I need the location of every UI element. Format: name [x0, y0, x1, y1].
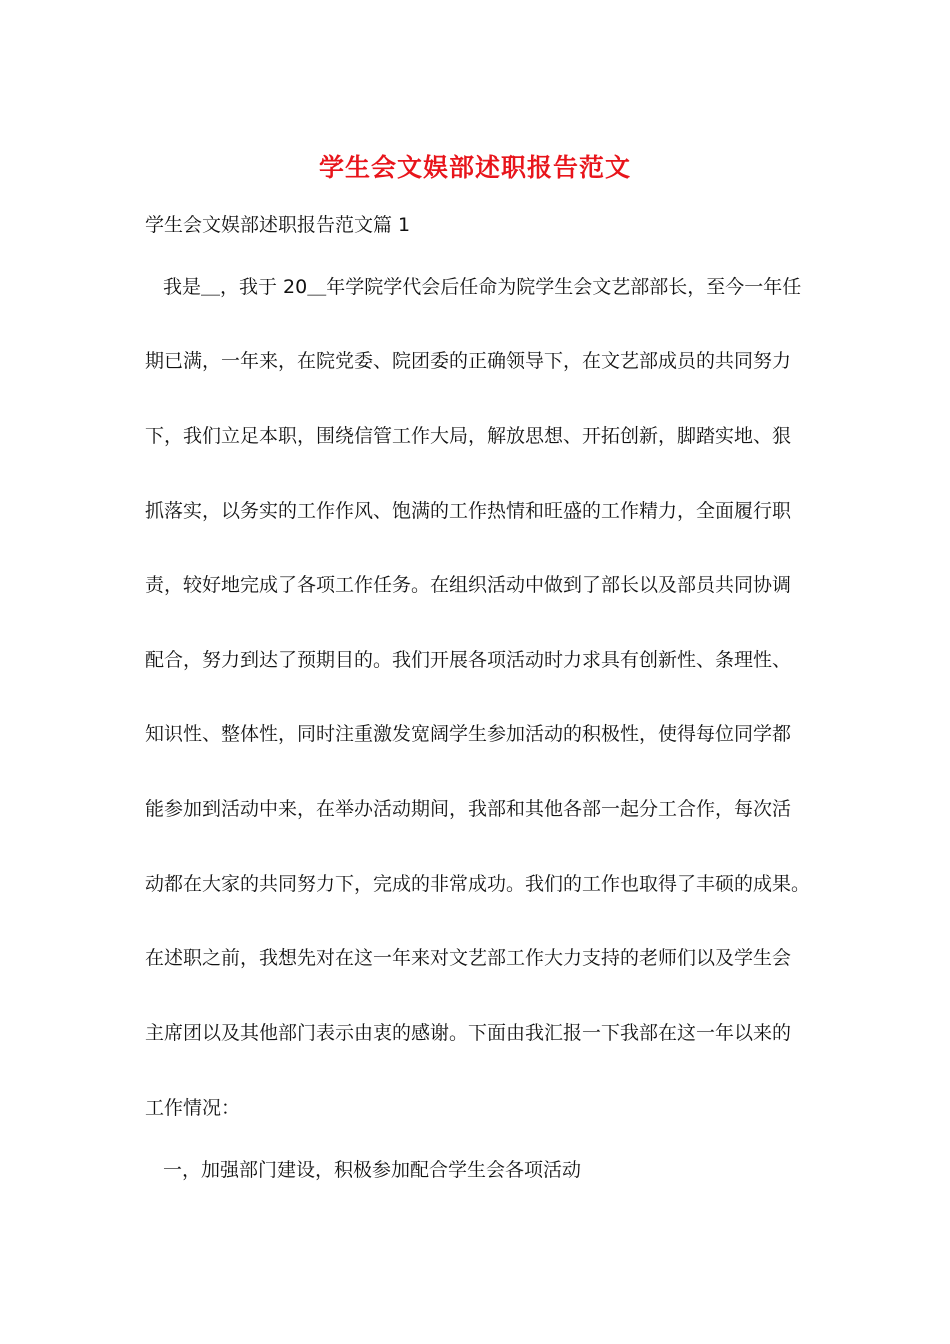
document-title: 学生会文娱部述职报告范文	[318, 153, 631, 182]
paragraph-line-3: 下，我们立足本职，围绕信管工作大局，解放思想、开拓创新，脚踏实地、狠	[145, 425, 792, 447]
paragraph-line-11: 主席团以及其他部门表示由衷的感谢。下面由我汇报一下我部在这一年以来的	[145, 1022, 792, 1044]
paragraph-line-1: 我是＿，我于 20＿年学院学代会后任命为院学生会文艺部部长，至今一年任	[163, 276, 802, 298]
paragraph-line-7: 知识性、整体性，同时注重激发宽阔学生参加活动的积极性，使得每位同学都	[145, 723, 792, 745]
paragraph-line-6: 配合，努力到达了预期目的。我们开展各项活动时力求具有创新性、条理性、	[145, 649, 792, 671]
paragraph-line-9: 动都在大家的共同努力下，完成的非常成功。我们的工作也取得了丰硕的成果。	[145, 873, 811, 895]
paragraph-line-8: 能参加到活动中来，在举办活动期间，我部和其他各部一起分工合作，每次活	[145, 798, 792, 820]
paragraph-line-12: 工作情况：	[145, 1097, 241, 1119]
document-subtitle: 学生会文娱部述职报告范文篇 1	[145, 214, 411, 236]
paragraph-line-5: 责，较好地完成了各项工作任务。在组织活动中做到了部长以及部员共同协调	[145, 574, 792, 596]
paragraph-line-2: 期已满，一年来，在院党委、院团委的正确领导下，在文艺部成员的共同努力	[145, 350, 792, 372]
paragraph-line-10: 在述职之前，我想先对在这一年来对文艺部工作大力支持的老师们以及学生会	[145, 947, 792, 969]
section-heading: 一，加强部门建设，积极参加配合学生会各项活动	[163, 1159, 582, 1181]
paragraph-line-4: 抓落实，以务实的工作作风、饱满的工作热情和旺盛的工作精力，全面履行职	[145, 500, 792, 522]
